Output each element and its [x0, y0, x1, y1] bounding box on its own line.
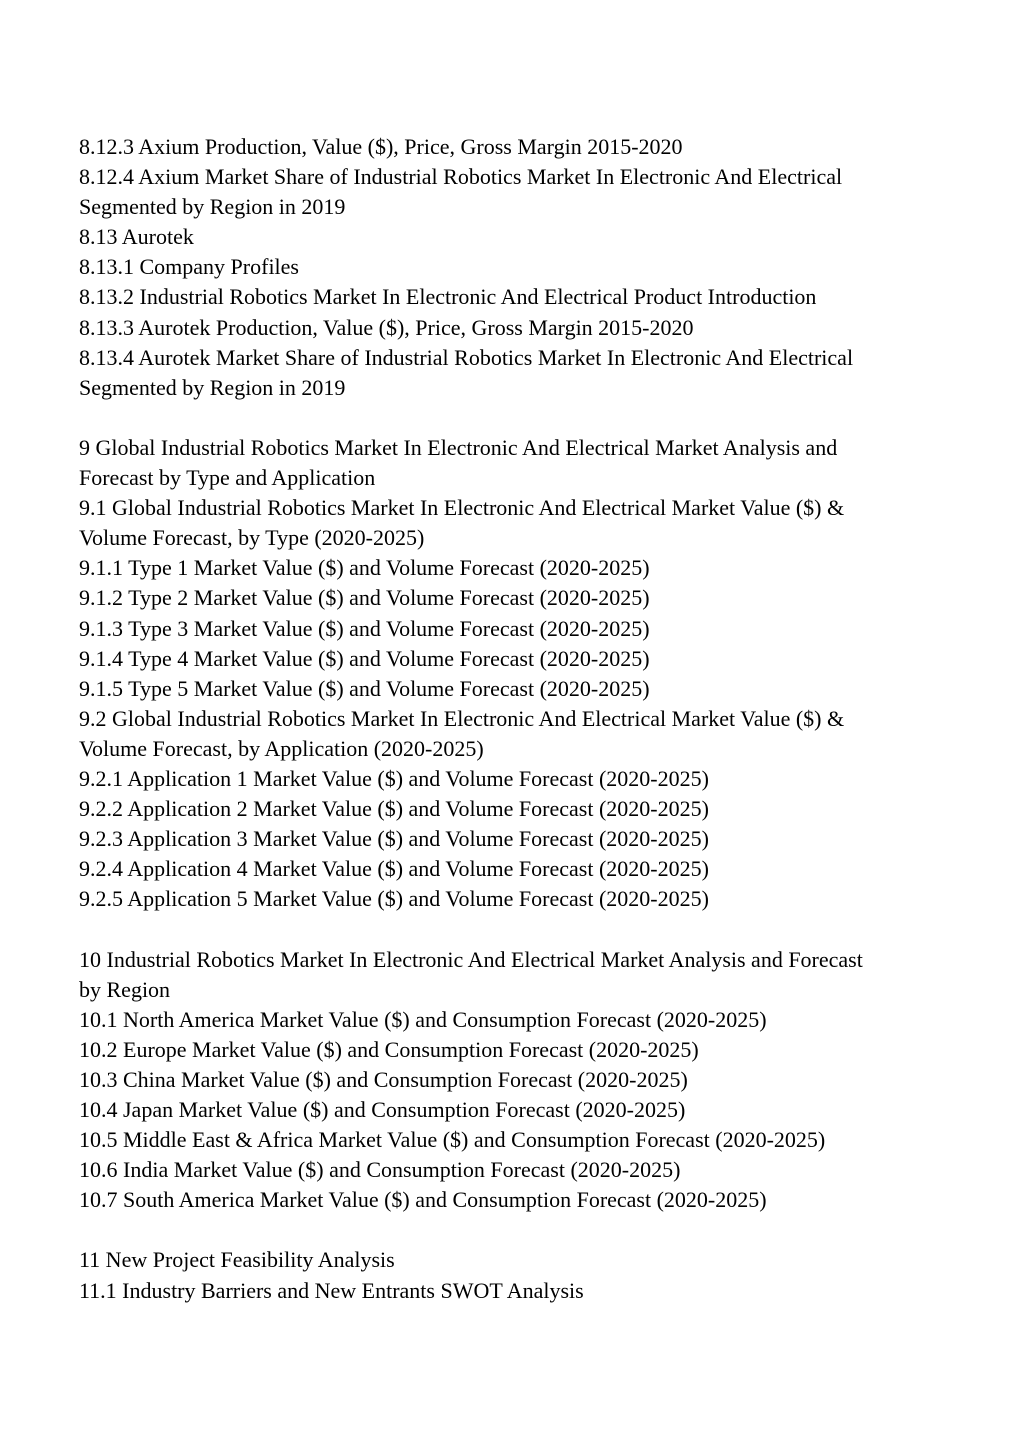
toc-line: 9.1.3 Type 3 Market Value ($) and Volume Forecast (2020-2025) — [79, 615, 650, 641]
toc-line: Segmented by Region in 2019 — [79, 194, 346, 220]
toc-line: 10.3 China Market Value ($) and Consumption Forecast (2020-2025) — [79, 1066, 688, 1092]
toc-line: 9.2.3 Application 3 Market Value ($) and Volume Forecast (2020-2025) — [79, 826, 709, 852]
toc-line: 9 Global Industrial Robotics Market In Electronic And Electrical Market Analysis and — [79, 434, 838, 460]
toc-section-10 — [79, 945, 959, 1216]
toc-section-8 — [79, 132, 959, 403]
toc-line: Volume Forecast, by Application (2020-2025) — [79, 735, 484, 761]
toc-line: 11 New Project Feasibility Analysis — [79, 1247, 395, 1273]
toc-line: 8.13.4 Aurotek Market Share of Industrial Robotics Market In Electronic And Electrical — [79, 344, 854, 370]
toc-line: by Region — [79, 976, 171, 1002]
section-gap — [79, 403, 959, 433]
toc-line: 8.13.2 Industrial Robotics Market In Electronic And Electrical Product Introduction — [79, 284, 817, 310]
toc-line: 10.4 Japan Market Value ($) and Consumption Forecast (2020-2025) — [79, 1097, 686, 1122]
toc-line: 8.12.4 Axium Market Share of Industrial Robotics Market In Electronic And Electrical — [79, 164, 843, 190]
toc-line: 8.13.3 Aurotek Production, Value ($), Price, Gross Margin 2015-2020 — [79, 314, 694, 340]
section-gap — [79, 914, 959, 944]
toc-line: 9.1.4 Type 4 Market Value ($) and Volume Forecast (2020-2025) — [79, 645, 650, 671]
toc-line: 9.2 Global Industrial Robotics Market In Electronic And Electrical Market Value ($) & — [79, 705, 845, 731]
toc-line: 8.13 Aurotek — [79, 224, 194, 250]
section-gap — [79, 1215, 959, 1245]
toc-line: 10 Industrial Robotics Market In Electronic And Electrical Market Analysis and Forecast — [79, 946, 863, 972]
toc-section-11 — [79, 1245, 959, 1305]
toc-line: 9.2.2 Application 2 Market Value ($) and Volume Forecast (2020-2025) — [79, 796, 709, 822]
toc-line: 8.13.1 Company Profiles — [79, 254, 299, 280]
toc-line: 10.6 India Market Value ($) and Consumption Forecast (2020-2025) — [79, 1157, 681, 1183]
toc-line: 9.2.4 Application 4 Market Value ($) and Volume Forecast (2020-2025) — [79, 856, 709, 882]
toc-line: 10.7 South America Market Value ($) and Consumption Forecast (2020-2025) — [79, 1187, 767, 1213]
toc-line: 9.1.2 Type 2 Market Value ($) and Volume Forecast (2020-2025) — [79, 585, 650, 611]
toc-line: 9.1.1 Type 1 Market Value ($) and Volume Forecast (2020-2025) — [79, 555, 650, 581]
toc-line: 9.1.5 Type 5 Market Value ($) and Volume Forecast (2020-2025) — [79, 675, 650, 701]
toc-line: 11.1 Industry Barriers and New Entrants SWOT Analysis — [79, 1277, 584, 1303]
toc-line: 10.5 Middle East & Africa Market Value ($) and Consumption Forecast (2020-2025) — [79, 1127, 826, 1153]
toc-line: 9.1 Global Industrial Robotics Market In Electronic And Electrical Market Value ($) & — [79, 495, 845, 521]
toc-line: 9.2.1 Application 1 Market Value ($) and Volume Forecast (2020-2025) — [79, 765, 709, 791]
toc-line: 10.2 Europe Market Value ($) and Consumption Forecast (2020-2025) — [79, 1036, 699, 1062]
toc-line: 10.1 North America Market Value ($) and Consumption Forecast (2020-2025) — [79, 1006, 767, 1032]
toc-line: Volume Forecast, by Type (2020-2025) — [79, 525, 425, 551]
toc-line: 9.2.5 Application 5 Market Value ($) and Volume Forecast (2020-2025) — [79, 886, 709, 912]
document-page — [79, 132, 959, 1306]
toc-line: Forecast by Type and Application — [79, 465, 376, 491]
toc-line: Segmented by Region in 2019 — [79, 374, 346, 400]
toc-section-9 — [79, 433, 959, 915]
toc-line: 8.12.3 Axium Production, Value ($), Price, Gross Margin 2015-2020 — [79, 134, 683, 159]
